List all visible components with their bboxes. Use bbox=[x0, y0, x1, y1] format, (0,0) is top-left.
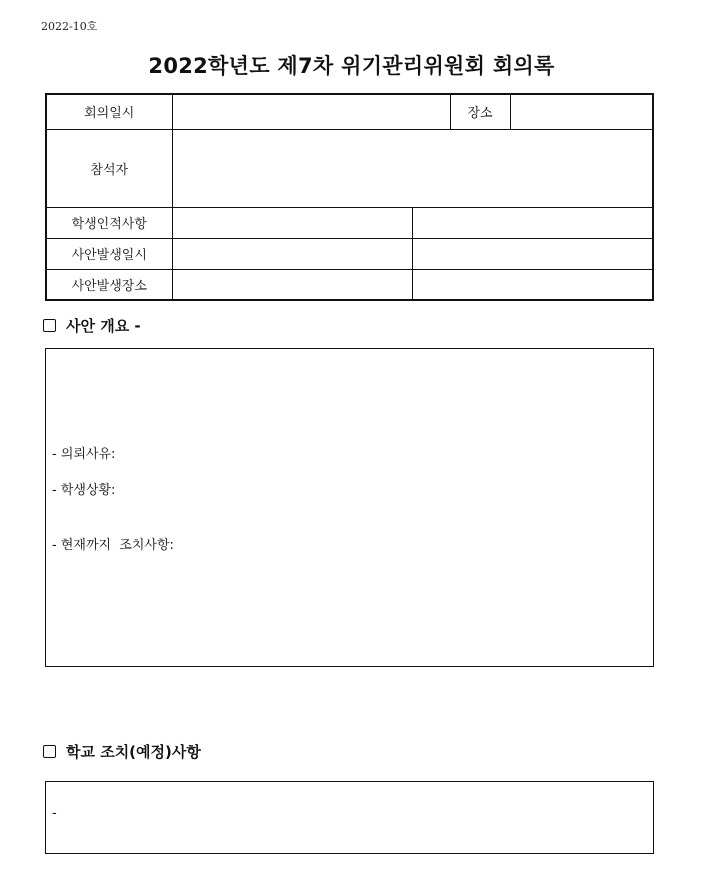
meeting-info-table bbox=[45, 93, 654, 301]
meeting-datetime-value-cell[interactable] bbox=[172, 94, 450, 129]
overview-heading bbox=[43, 315, 141, 336]
attendees-value-cell[interactable] bbox=[172, 129, 653, 207]
student-status-item: - 학생상황: bbox=[52, 483, 116, 498]
checkbox-icon[interactable] bbox=[43, 319, 56, 332]
overview-box[interactable] bbox=[45, 348, 654, 667]
incident-location-value-cell-2[interactable] bbox=[412, 269, 653, 300]
document-number: 2022-10호 bbox=[41, 20, 98, 33]
student-info-value-cell-2[interactable] bbox=[412, 207, 653, 238]
request-reason-item: - 의뢰사유: bbox=[52, 447, 116, 462]
meeting-datetime-label: 회의일시 bbox=[46, 94, 172, 129]
overview-heading-text: 사안 개요 - bbox=[66, 317, 141, 335]
student-info-label: 학생인적사항 bbox=[46, 207, 172, 238]
meeting-datetime-row bbox=[46, 94, 653, 129]
location-value-cell[interactable] bbox=[510, 94, 653, 129]
incident-location-row bbox=[46, 269, 653, 300]
incident-datetime-value-cell-1[interactable] bbox=[172, 238, 412, 269]
student-info-row bbox=[46, 207, 653, 238]
attendees-row bbox=[46, 129, 653, 207]
attendees-label: 참석자 bbox=[46, 129, 172, 207]
incident-location-value-cell-1[interactable] bbox=[172, 269, 412, 300]
incident-datetime-label: 사안발생일시 bbox=[46, 238, 172, 269]
incident-datetime-row bbox=[46, 238, 653, 269]
incident-datetime-value-cell-2[interactable] bbox=[412, 238, 653, 269]
school-actions-heading-text: 학교 조치(예정)사항 bbox=[66, 743, 201, 761]
location-label: 장소 bbox=[450, 94, 510, 129]
checkbox-icon[interactable] bbox=[43, 745, 56, 758]
school-actions-content: - bbox=[52, 806, 57, 821]
school-actions-heading bbox=[43, 741, 201, 762]
student-info-value-cell-1[interactable] bbox=[172, 207, 412, 238]
school-actions-box[interactable] bbox=[45, 781, 654, 854]
incident-location-label: 사안발생장소 bbox=[46, 269, 172, 300]
document-title: 2022학년도 제7차 위기관리위원회 회의록 bbox=[148, 54, 555, 78]
actions-so-far-item: - 현재까지 조치사항: bbox=[52, 538, 174, 553]
